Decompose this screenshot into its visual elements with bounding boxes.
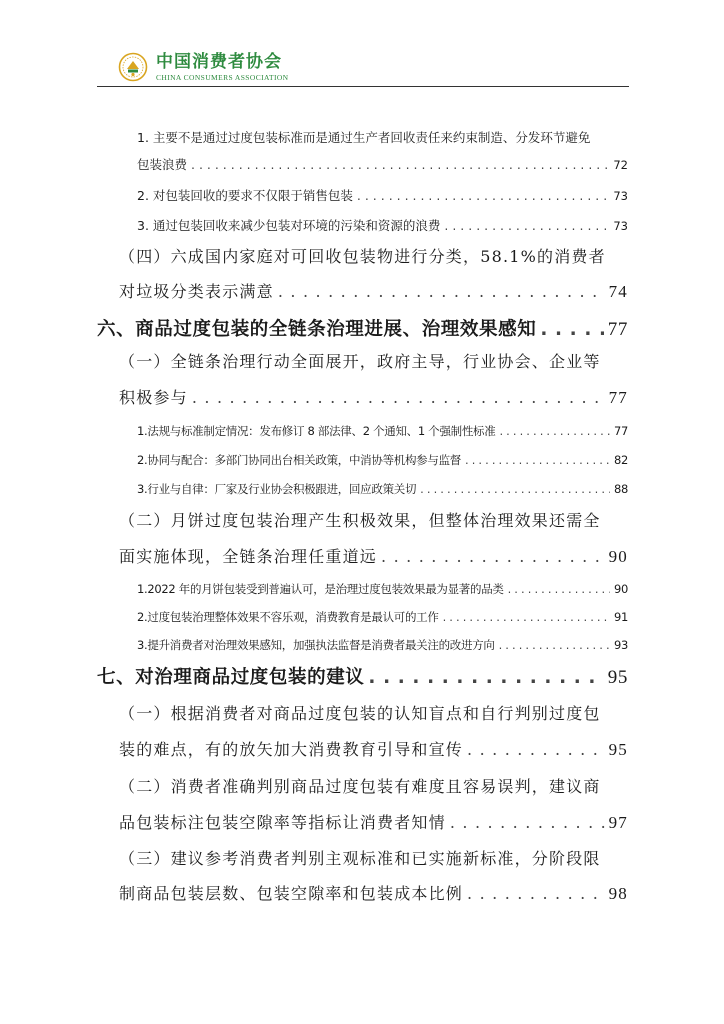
toc-entry-text: 2.协同与配合：多部门协同出台相关政策，中消协等机构参与监督 — [137, 453, 461, 467]
toc-entry-text: 3.行业与自律：厂家及行业协会积极跟进，回应政策关切 — [137, 482, 417, 496]
toc-chapter-entry[interactable] — [97, 315, 628, 341]
toc-page-number: 88 — [613, 482, 628, 496]
toc-entry[interactable] — [137, 155, 628, 173]
toc-leader-dots — [508, 582, 610, 596]
toc-leader-dots — [499, 424, 610, 438]
toc-entry-text: 品包装标注包装空隙率等指标让消费者知情 — [119, 813, 446, 832]
toc-leader-dots — [368, 667, 603, 688]
toc-page-number: 90 — [608, 547, 628, 566]
toc-page-number: 77 — [607, 319, 628, 340]
toc-leader-dots — [381, 547, 605, 566]
toc-entry-text: 2. 对包装回收的要求不仅限于销售包装 — [137, 188, 353, 203]
toc-entry-text: （四）六成国内家庭对可回收包装物进行分类，58.1%的消费者 — [119, 247, 606, 266]
toc-page-number: 95 — [607, 667, 628, 688]
toc-entry[interactable] — [137, 216, 628, 234]
toc-entry[interactable] — [119, 385, 628, 408]
toc-entry-text: 1. 主要不是通过过度包装标准而是通过生产者回收责任来约束制造、分发环节避免 — [137, 130, 591, 145]
toc-leader-dots — [192, 388, 605, 407]
org-name — [156, 53, 289, 82]
toc-entry-text: 2.过度包装治理整体效果不容乐观，消费教育是最认可的工作 — [137, 610, 439, 624]
toc-entry-text: 1.法规与标准制定情况：发布修订 8 部法律、2 个通知、1 个强制性标准 — [137, 424, 496, 438]
org-name-cn: 中国消费者协会 — [156, 51, 282, 72]
toc-entry-text: 制商品包装层数、包装空隙率和包装成本比例 — [119, 884, 464, 903]
toc-leader-dots — [444, 218, 609, 233]
toc-leader-dots — [278, 282, 605, 301]
toc-entry-text: 对垃圾分类表示满意 — [119, 282, 274, 301]
toc-entry[interactable] — [137, 452, 628, 468]
toc-entry-text: 3. 通过包装回收来减少包装对环境的污染和资源的浪费 — [137, 218, 441, 233]
toc-entry-text: 装的难点，有的放矢加大消费教育引导和宣传 — [119, 740, 464, 759]
toc-page-number: 90 — [613, 582, 628, 596]
toc-chapter-title: 七、对治理商品过度包装的建议 — [97, 667, 365, 688]
toc-page-number: 73 — [613, 189, 628, 203]
toc-page-number: 91 — [613, 610, 628, 624]
toc-entry[interactable] — [137, 423, 628, 439]
toc-entry-text: （一）全链条治理行动全面展开，政府主导，行业协会、企业等 — [119, 352, 601, 371]
toc-page-number: 82 — [613, 453, 628, 467]
toc-page-number: 98 — [608, 884, 628, 903]
toc-page-number: 74 — [608, 282, 628, 301]
toc-leader-dots — [467, 884, 605, 903]
toc-leader-dots — [191, 157, 609, 172]
toc-entry-text: （二）消费者准确判别商品过度包装有难度且容易误判，建议商 — [119, 777, 601, 796]
toc-leader-dots — [540, 319, 603, 340]
toc-page-number: 93 — [613, 638, 628, 652]
toc-leader-dots — [443, 610, 610, 624]
toc-leader-dots — [467, 740, 605, 759]
toc-entry[interactable] — [137, 581, 628, 597]
toc-entry[interactable] — [119, 279, 628, 302]
toc-chapter-title: 六、商品过度包装的全链条治理进展、治理效果感知 — [97, 319, 537, 340]
toc-entry-text: （二）月饼过度包装治理产生积极效果，但整体治理效果还需全 — [119, 511, 601, 530]
toc-leader-dots — [450, 813, 605, 832]
org-name-en: CHINA CONSUMERS ASSOCIATION — [156, 72, 289, 82]
toc-leader-dots — [499, 638, 610, 652]
toc-entry[interactable] — [119, 810, 628, 833]
toc-chapter-entry[interactable] — [97, 663, 628, 689]
toc-page-number: 72 — [613, 158, 628, 172]
toc-entry-text: 面实施体现，全链条治理任重道远 — [119, 547, 378, 566]
toc-entry[interactable] — [119, 544, 628, 567]
toc-page-number: 77 — [608, 388, 628, 407]
toc-page-number: 97 — [608, 813, 628, 832]
toc-page-number: 95 — [608, 740, 628, 759]
toc-page-number: 77 — [613, 424, 628, 438]
toc-leader-dots — [357, 188, 609, 203]
toc-entry-text: 积极参与 — [119, 388, 188, 407]
page-header — [118, 50, 289, 84]
toc-entry[interactable] — [137, 637, 628, 653]
toc-entry-text: （一）根据消费者对商品过度包装的认知盲点和自行判别过度包 — [119, 704, 601, 723]
toc-entry-text: 3.提升消费者对治理效果感知，加强执法监督是消费者最关注的改进方向 — [137, 638, 495, 652]
toc-leader-dots — [465, 453, 610, 467]
toc-entry[interactable] — [137, 609, 628, 625]
toc-entry-text: （三）建议参考消费者判别主观标准和已实施新标准，分阶段限 — [119, 849, 601, 868]
toc-entry[interactable] — [119, 737, 628, 760]
toc-page-number: 73 — [613, 219, 628, 233]
toc-entry[interactable] — [137, 481, 628, 497]
cca-logo-icon — [118, 52, 148, 82]
header-divider — [97, 86, 629, 87]
toc-entry-text: 包装浪费 — [137, 157, 188, 172]
toc-entry[interactable] — [119, 881, 628, 904]
toc-leader-dots — [420, 482, 610, 496]
toc-entry-text: 1.2022 年的月饼包装受到普遍认可，是治理过度包装效果最为显著的品类 — [137, 582, 504, 596]
toc-entry[interactable] — [137, 186, 628, 204]
